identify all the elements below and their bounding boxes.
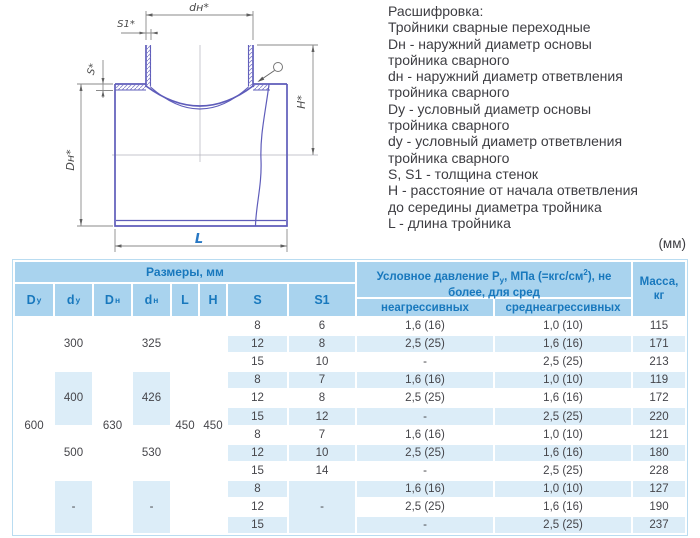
cell-mass: 220 (633, 408, 685, 424)
cell-pressure-midaggressive: 1,6 (16) (495, 390, 631, 406)
cell-pressure-nonaggressive: 2,5 (25) (357, 445, 493, 461)
pressure-title-part: ), не более, для сред (448, 270, 612, 300)
cell-pressure-nonaggressive: - (357, 354, 493, 370)
cell-pressure-nonaggressive: 2,5 (25) (357, 336, 493, 352)
cell-pressure-midaggressive: 1,0 (10) (495, 481, 631, 497)
cell-mass: 213 (633, 354, 685, 370)
legend (388, 3, 690, 231)
column-header-Dн (94, 284, 131, 316)
cell-pressure-midaggressive: 1,0 (10) (495, 372, 631, 388)
cell-S: 12 (228, 445, 287, 461)
column-header-L (172, 284, 198, 316)
cell-pressure-nonaggressive: - (357, 463, 493, 479)
cell-pressure-nonaggressive: 1,6 (16) (357, 481, 493, 497)
cell-S: 12 (228, 390, 287, 406)
column-header-subscript: у (75, 295, 81, 305)
legend-line: dy - условный диаметр ответвления (388, 133, 623, 150)
cell-S1: 8 (289, 336, 355, 352)
column-header-S1 (289, 284, 355, 316)
cell-S1: 14 (289, 463, 355, 479)
cell-dn: 325 (133, 318, 170, 370)
dim-label-dn: dн* (189, 1, 209, 14)
cell-S1: - (289, 481, 355, 533)
cell-S: 12 (228, 499, 287, 515)
column-header-main: H (208, 293, 218, 307)
legend-line: Расшифровка: (388, 3, 484, 19)
cell-pressure-midaggressive: 1,6 (16) (495, 445, 631, 461)
cell-S: 8 (228, 372, 287, 388)
legend-line: dн - наружний диаметр ответвления (388, 68, 623, 85)
cell-S: 8 (228, 481, 287, 497)
cell-mass: 190 (633, 499, 685, 515)
cell-dn: - (133, 481, 170, 533)
column-header-dу (55, 284, 92, 316)
legend-line: тройника сварного (388, 149, 510, 166)
legend-line: Dн - наружний диаметр основы (388, 35, 592, 52)
dimension-lines (77, 11, 318, 252)
cell-dy: - (55, 481, 92, 533)
cell-pressure-midaggressive: 2,5 (25) (495, 408, 631, 424)
cell-S1: 12 (289, 408, 355, 424)
cell-dy: 500 (55, 427, 92, 479)
cell-S: 15 (228, 517, 287, 533)
cell-pressure-midaggressive: 1,0 (10) (495, 427, 631, 443)
cell-mass: 119 (633, 372, 685, 388)
cell-mass: 115 (633, 318, 685, 334)
cell-L: 450 (172, 318, 198, 533)
column-header-subscript: н (114, 295, 121, 305)
column-header-dн (133, 284, 170, 316)
pressure-title-part: Условное давление P (376, 270, 500, 283)
cell-pressure-midaggressive: 1,0 (10) (495, 318, 631, 334)
legend-line: S, S1 - толщина стенок (388, 165, 539, 182)
cell-S: 8 (228, 318, 287, 334)
cell-dn: 530 (133, 427, 170, 479)
column-header-S (228, 284, 287, 316)
cell-mass: 127 (633, 481, 685, 497)
legend-line: тройника сварного (388, 51, 510, 68)
pressure-title-part: , МПа (=кгс/см (504, 270, 584, 283)
legend-line: тройника сварного (388, 117, 510, 134)
cell-H: 450 (200, 318, 226, 533)
dim-label-s: S* (85, 62, 100, 77)
pressure-subscript: у (499, 276, 505, 286)
column-header-main: S (253, 293, 262, 307)
cell-mass: 237 (633, 517, 685, 533)
cell-S1: 7 (289, 372, 355, 388)
cell-pressure-midaggressive: 1,6 (16) (495, 499, 631, 515)
cell-dy: 300 (55, 318, 92, 370)
cell-S1: 8 (289, 390, 355, 406)
column-header-main: S1 (314, 293, 330, 307)
cell-mass: 228 (633, 463, 685, 479)
cell-S1: 10 (289, 445, 355, 461)
column-header-main: D (26, 293, 36, 307)
dim-label-H: H* (295, 95, 308, 109)
cell-S: 8 (228, 427, 287, 443)
legend-line: тройника сварного (388, 84, 510, 101)
column-header-subscript: н (153, 295, 159, 305)
cell-pressure-midaggressive: 2,5 (25) (495, 517, 631, 533)
cell-pressure-nonaggressive: 2,5 (25) (357, 499, 493, 515)
legend-line: H - расстояние от начала ответвления (388, 182, 638, 199)
column-header-H (200, 284, 226, 316)
cell-S1: 6 (289, 318, 355, 334)
legend-line: Тройники сварные переходные (388, 19, 591, 36)
column-header-Dу (15, 284, 53, 316)
cell-Dy: 600 (15, 318, 53, 533)
column-header-main: d (66, 293, 75, 307)
cell-dy: 400 (55, 372, 92, 424)
cell-S1: 7 (289, 427, 355, 443)
column-header-main: D (104, 293, 114, 307)
cell-pressure-nonaggressive: 1,6 (16) (357, 318, 493, 334)
header-mass: Масса, кг (633, 262, 685, 316)
header-sizes-title: Размеры, мм (15, 262, 355, 282)
cell-Dn: 630 (94, 318, 131, 533)
header-media-nonaggressive: неагрессивных (357, 299, 493, 316)
legend-line: до середины диаметра тройника (388, 198, 602, 215)
pressure-superscript: 2 (583, 268, 588, 277)
cell-mass: 171 (633, 336, 685, 352)
column-header-subscript: у (36, 295, 42, 305)
column-header-main: d (144, 293, 153, 307)
cell-pressure-midaggressive: 1,6 (16) (495, 336, 631, 352)
dim-label-Dn: Dн* (64, 149, 77, 171)
column-header-main: L (181, 293, 189, 307)
units-note: (мм) (658, 236, 686, 251)
legend-line: Dy - условный диаметр основы (388, 100, 592, 117)
cell-pressure-nonaggressive: - (357, 517, 493, 533)
cell-mass: 121 (633, 427, 685, 443)
weld-callout-icon (258, 63, 283, 83)
cell-pressure-midaggressive: 2,5 (25) (495, 463, 631, 479)
cell-mass: 180 (633, 445, 685, 461)
cell-S: 15 (228, 354, 287, 370)
cell-S1: 10 (289, 354, 355, 370)
tee-branch (146, 45, 253, 109)
cell-dn: 426 (133, 372, 170, 424)
cell-pressure-nonaggressive: 2,5 (25) (357, 390, 493, 406)
spec-table (12, 259, 688, 536)
header-media-midaggressive: среднеагрессивных (495, 299, 631, 316)
cell-S: 15 (228, 408, 287, 424)
dim-label-L: L (194, 232, 204, 247)
dim-label-s1: S1* (117, 19, 135, 30)
header-pressure-title (357, 262, 631, 300)
cell-mass: 172 (633, 390, 685, 406)
cell-pressure-nonaggressive: 1,6 (16) (357, 372, 493, 388)
cell-S: 12 (228, 336, 287, 352)
cell-pressure-midaggressive: 2,5 (25) (495, 354, 631, 370)
cell-S: 15 (228, 463, 287, 479)
tee-diagram (0, 0, 390, 256)
cell-pressure-nonaggressive: - (357, 408, 493, 424)
legend-line: L - длина тройника (388, 214, 511, 231)
cell-pressure-nonaggressive: 1,6 (16) (357, 427, 493, 443)
